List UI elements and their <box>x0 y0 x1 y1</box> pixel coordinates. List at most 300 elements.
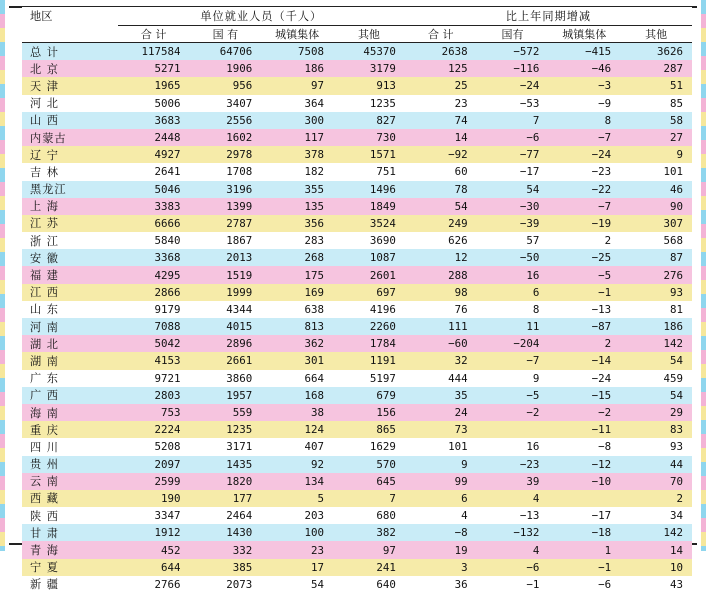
value-cell: 276 <box>620 266 692 283</box>
value-cell: 6 <box>477 284 549 301</box>
region-cell: 陕 西 <box>22 507 118 524</box>
value-cell: 1867 <box>189 232 261 249</box>
header-change-collective: 城镇集体 <box>548 26 620 43</box>
table-row <box>22 524 692 541</box>
value-cell: 169 <box>261 284 333 301</box>
value-cell: 4 <box>477 541 549 558</box>
value-cell: 142 <box>620 524 692 541</box>
value-cell: 32 <box>405 352 477 369</box>
left-decorative-stripe <box>0 0 5 551</box>
region-cell: 西 藏 <box>22 490 118 507</box>
value-cell: 2 <box>620 490 692 507</box>
region-cell: 江 西 <box>22 284 118 301</box>
value-cell: 4153 <box>118 352 190 369</box>
value-cell: 5197 <box>333 370 405 387</box>
value-cell: −5 <box>548 266 620 283</box>
value-cell: −17 <box>477 163 549 180</box>
value-cell: −1 <box>548 559 620 576</box>
region-cell: 黑龙江 <box>22 181 118 198</box>
value-cell: 364 <box>261 95 333 112</box>
value-cell: 9 <box>620 146 692 163</box>
value-cell: 4927 <box>118 146 190 163</box>
header-employed-total: 合 计 <box>118 26 190 43</box>
value-cell: −7 <box>548 198 620 215</box>
value-cell <box>548 490 620 507</box>
region-cell: 总 计 <box>22 43 118 61</box>
value-cell: 3171 <box>189 438 261 455</box>
value-cell: 2601 <box>333 266 405 283</box>
value-cell: 3 <box>405 559 477 576</box>
value-cell: 638 <box>261 301 333 318</box>
value-cell: 45370 <box>333 43 405 61</box>
value-cell: 1 <box>548 541 620 558</box>
value-cell: −19 <box>548 215 620 232</box>
value-cell: 2097 <box>118 456 190 473</box>
region-cell: 北 京 <box>22 60 118 77</box>
value-cell: 51 <box>620 77 692 94</box>
value-cell: 54 <box>620 352 692 369</box>
value-cell: 356 <box>261 215 333 232</box>
value-cell: 14 <box>405 129 477 146</box>
value-cell: −60 <box>405 335 477 352</box>
value-cell: 3626 <box>620 43 692 61</box>
value-cell: 570 <box>333 456 405 473</box>
header-region: 地区 <box>22 7 118 26</box>
region-cell: 重 庆 <box>22 421 118 438</box>
value-cell: 23 <box>261 541 333 558</box>
value-cell: −17 <box>548 507 620 524</box>
value-cell: 3683 <box>118 112 190 129</box>
region-cell: 福 建 <box>22 266 118 283</box>
header-region-blank <box>22 26 118 43</box>
value-cell: 679 <box>333 387 405 404</box>
value-cell: 74 <box>405 112 477 129</box>
value-cell: 5 <box>261 490 333 507</box>
value-cell: 78 <box>405 181 477 198</box>
region-cell: 广 东 <box>22 370 118 387</box>
table-row <box>22 387 692 404</box>
region-cell: 青 海 <box>22 541 118 558</box>
value-cell: 1496 <box>333 181 405 198</box>
value-cell: 168 <box>261 387 333 404</box>
value-cell: 43 <box>620 576 692 593</box>
value-cell: 3407 <box>189 95 261 112</box>
value-cell: 813 <box>261 318 333 335</box>
value-cell: 452 <box>118 541 190 558</box>
value-cell: −53 <box>477 95 549 112</box>
table-row <box>22 112 692 129</box>
value-cell: 3690 <box>333 232 405 249</box>
value-cell: 190 <box>118 490 190 507</box>
table-row <box>22 249 692 266</box>
value-cell: −415 <box>548 43 620 61</box>
value-cell: 378 <box>261 146 333 163</box>
value-cell: 1849 <box>333 198 405 215</box>
value-cell: 4196 <box>333 301 405 318</box>
value-cell: 9 <box>405 456 477 473</box>
header-group-change: 比上年同期增减 <box>405 7 692 26</box>
table-row <box>22 181 692 198</box>
value-cell: 44 <box>620 456 692 473</box>
value-cell: 135 <box>261 198 333 215</box>
value-cell: 4344 <box>189 301 261 318</box>
table-row <box>22 318 692 335</box>
region-cell: 湖 南 <box>22 352 118 369</box>
value-cell: 1087 <box>333 249 405 266</box>
value-cell: 177 <box>189 490 261 507</box>
value-cell: −24 <box>548 146 620 163</box>
value-cell: 93 <box>620 284 692 301</box>
region-cell: 新 疆 <box>22 576 118 593</box>
table-row <box>22 215 692 232</box>
value-cell: −11 <box>548 421 620 438</box>
region-cell: 河 南 <box>22 318 118 335</box>
value-cell: 3179 <box>333 60 405 77</box>
value-cell: 444 <box>405 370 477 387</box>
table-row <box>22 266 692 283</box>
value-cell: 2661 <box>189 352 261 369</box>
value-cell: 1708 <box>189 163 261 180</box>
value-cell: 9721 <box>118 370 190 387</box>
value-cell: 459 <box>620 370 692 387</box>
value-cell: −24 <box>477 77 549 94</box>
value-cell: 1965 <box>118 77 190 94</box>
value-cell: 2556 <box>189 112 261 129</box>
value-cell: 92 <box>261 456 333 473</box>
table-row <box>22 198 692 215</box>
header-employed-other: 其他 <box>333 26 405 43</box>
header-change-other: 其他 <box>620 26 692 43</box>
value-cell: 307 <box>620 215 692 232</box>
value-cell: 87 <box>620 249 692 266</box>
value-cell: −116 <box>477 60 549 77</box>
header-row-groups <box>22 7 692 26</box>
value-cell: 407 <box>261 438 333 455</box>
value-cell: 117 <box>261 129 333 146</box>
value-cell: −10 <box>548 473 620 490</box>
value-cell: 24 <box>405 404 477 421</box>
value-cell: 14 <box>620 541 692 558</box>
value-cell: 1906 <box>189 60 261 77</box>
value-cell: 956 <box>189 77 261 94</box>
value-cell: −50 <box>477 249 549 266</box>
value-cell: −22 <box>548 181 620 198</box>
value-cell: 36 <box>405 576 477 593</box>
value-cell: 2638 <box>405 43 477 61</box>
value-cell: 1235 <box>333 95 405 112</box>
value-cell: 76 <box>405 301 477 318</box>
value-cell: 2599 <box>118 473 190 490</box>
value-cell: 283 <box>261 232 333 249</box>
region-cell: 安 徽 <box>22 249 118 266</box>
value-cell: −46 <box>548 60 620 77</box>
region-cell: 湖 北 <box>22 335 118 352</box>
value-cell: 2224 <box>118 421 190 438</box>
value-cell: 16 <box>477 438 549 455</box>
value-cell: 203 <box>261 507 333 524</box>
value-cell: 2260 <box>333 318 405 335</box>
value-cell: 54 <box>620 387 692 404</box>
region-cell: 浙 江 <box>22 232 118 249</box>
value-cell: 83 <box>620 421 692 438</box>
region-cell: 四 川 <box>22 438 118 455</box>
table-row <box>22 232 692 249</box>
table-row <box>22 60 692 77</box>
value-cell: 93 <box>620 438 692 455</box>
value-cell: 2464 <box>189 507 261 524</box>
employment-table <box>22 7 692 593</box>
value-cell: −204 <box>477 335 549 352</box>
value-cell: −30 <box>477 198 549 215</box>
value-cell: 186 <box>620 318 692 335</box>
table-row <box>22 456 692 473</box>
value-cell: 64706 <box>189 43 261 61</box>
value-cell: 11 <box>477 318 549 335</box>
value-cell: 58 <box>620 112 692 129</box>
value-cell: −18 <box>548 524 620 541</box>
header-row-subcolumns <box>22 26 692 43</box>
value-cell: 645 <box>333 473 405 490</box>
value-cell: 1602 <box>189 129 261 146</box>
value-cell: 2896 <box>189 335 261 352</box>
table-row <box>22 559 692 576</box>
right-decorative-stripe <box>701 0 706 551</box>
value-cell: 23 <box>405 95 477 112</box>
value-cell: 697 <box>333 284 405 301</box>
value-cell: 753 <box>118 404 190 421</box>
value-cell: 25 <box>405 77 477 94</box>
value-cell: −25 <box>548 249 620 266</box>
value-cell: 125 <box>405 60 477 77</box>
value-cell: 60 <box>405 163 477 180</box>
region-cell: 上 海 <box>22 198 118 215</box>
value-cell: 101 <box>620 163 692 180</box>
value-cell: 249 <box>405 215 477 232</box>
value-cell: 3347 <box>118 507 190 524</box>
value-cell: 5046 <box>118 181 190 198</box>
value-cell: 2448 <box>118 129 190 146</box>
table-row <box>22 576 692 593</box>
value-cell: −572 <box>477 43 549 61</box>
value-cell: −132 <box>477 524 549 541</box>
value-cell: 5006 <box>118 95 190 112</box>
header-group-employed: 单位就业人员（千人） <box>118 7 405 26</box>
value-cell: −14 <box>548 352 620 369</box>
value-cell: 827 <box>333 112 405 129</box>
header-employed-state: 国 有 <box>189 26 261 43</box>
value-cell: 865 <box>333 421 405 438</box>
value-cell: 186 <box>261 60 333 77</box>
value-cell: −8 <box>405 524 477 541</box>
table-row <box>22 404 692 421</box>
value-cell: −13 <box>477 507 549 524</box>
table-row <box>22 146 692 163</box>
value-cell: 362 <box>261 335 333 352</box>
header-change-total: 合 计 <box>405 26 477 43</box>
table-row <box>22 95 692 112</box>
table-row <box>22 490 692 507</box>
value-cell: 54 <box>477 181 549 198</box>
table-row <box>22 421 692 438</box>
value-cell: 626 <box>405 232 477 249</box>
table-row <box>22 77 692 94</box>
value-cell: 332 <box>189 541 261 558</box>
value-cell: −8 <box>548 438 620 455</box>
value-cell: 664 <box>261 370 333 387</box>
value-cell: 6666 <box>118 215 190 232</box>
value-cell: 268 <box>261 249 333 266</box>
region-cell: 吉 林 <box>22 163 118 180</box>
value-cell: 10 <box>620 559 692 576</box>
value-cell: −15 <box>548 387 620 404</box>
region-cell: 辽 宁 <box>22 146 118 163</box>
value-cell: 7508 <box>261 43 333 61</box>
table-body <box>22 43 692 593</box>
value-cell: 70 <box>620 473 692 490</box>
value-cell: 287 <box>620 60 692 77</box>
value-cell: 1912 <box>118 524 190 541</box>
value-cell: −2 <box>548 404 620 421</box>
value-cell: 98 <box>405 284 477 301</box>
value-cell: 730 <box>333 129 405 146</box>
value-cell: 5042 <box>118 335 190 352</box>
table-row <box>22 352 692 369</box>
table-row <box>22 438 692 455</box>
value-cell: 34 <box>620 507 692 524</box>
value-cell: 2978 <box>189 146 261 163</box>
value-cell: 29 <box>620 404 692 421</box>
value-cell: 9 <box>477 370 549 387</box>
value-cell: 100 <box>261 524 333 541</box>
value-cell: 16 <box>477 266 549 283</box>
value-cell: 385 <box>189 559 261 576</box>
value-cell: 38 <box>261 404 333 421</box>
table-row <box>22 541 692 558</box>
value-cell: 751 <box>333 163 405 180</box>
value-cell: −6 <box>548 576 620 593</box>
value-cell: 1629 <box>333 438 405 455</box>
value-cell: −5 <box>477 387 549 404</box>
table-row <box>22 335 692 352</box>
value-cell: −6 <box>477 129 549 146</box>
value-cell: 355 <box>261 181 333 198</box>
table-row <box>22 507 692 524</box>
value-cell: −13 <box>548 301 620 318</box>
value-cell: 85 <box>620 95 692 112</box>
value-cell: −6 <box>477 559 549 576</box>
value-cell: −92 <box>405 146 477 163</box>
value-cell: 54 <box>261 576 333 593</box>
value-cell: 241 <box>333 559 405 576</box>
header-change-state: 国有 <box>477 26 549 43</box>
value-cell: 301 <box>261 352 333 369</box>
region-cell: 贵 州 <box>22 456 118 473</box>
value-cell: 54 <box>405 198 477 215</box>
region-cell: 云 南 <box>22 473 118 490</box>
region-cell: 广 西 <box>22 387 118 404</box>
value-cell: 1235 <box>189 421 261 438</box>
value-cell: 568 <box>620 232 692 249</box>
table-row <box>22 284 692 301</box>
value-cell: 6 <box>405 490 477 507</box>
value-cell: 1399 <box>189 198 261 215</box>
value-cell: 8 <box>548 112 620 129</box>
region-cell: 山 东 <box>22 301 118 318</box>
value-cell: 300 <box>261 112 333 129</box>
value-cell: 4015 <box>189 318 261 335</box>
value-cell: 27 <box>620 129 692 146</box>
value-cell: 39 <box>477 473 549 490</box>
value-cell: 46 <box>620 181 692 198</box>
value-cell: −7 <box>477 352 549 369</box>
value-cell: 1571 <box>333 146 405 163</box>
value-cell: 1430 <box>189 524 261 541</box>
value-cell: 3860 <box>189 370 261 387</box>
region-cell: 内蒙古 <box>22 129 118 146</box>
table-row <box>22 163 692 180</box>
value-cell: 2641 <box>118 163 190 180</box>
value-cell: −7 <box>548 129 620 146</box>
value-cell: −23 <box>477 456 549 473</box>
value-cell: 4 <box>477 490 549 507</box>
value-cell: 19 <box>405 541 477 558</box>
value-cell: 1999 <box>189 284 261 301</box>
value-cell: 4 <box>405 507 477 524</box>
value-cell: 73 <box>405 421 477 438</box>
region-cell: 宁 夏 <box>22 559 118 576</box>
value-cell: 2866 <box>118 284 190 301</box>
value-cell: 2073 <box>189 576 261 593</box>
value-cell: −77 <box>477 146 549 163</box>
value-cell: 2 <box>548 232 620 249</box>
value-cell: 12 <box>405 249 477 266</box>
value-cell: −87 <box>548 318 620 335</box>
value-cell: −39 <box>477 215 549 232</box>
value-cell: 382 <box>333 524 405 541</box>
region-cell: 海 南 <box>22 404 118 421</box>
table-row <box>22 473 692 490</box>
value-cell: 2013 <box>189 249 261 266</box>
value-cell: 7 <box>333 490 405 507</box>
value-cell: 1435 <box>189 456 261 473</box>
value-cell: 124 <box>261 421 333 438</box>
region-cell: 甘 肃 <box>22 524 118 541</box>
value-cell: 81 <box>620 301 692 318</box>
value-cell: 2766 <box>118 576 190 593</box>
region-cell: 天 津 <box>22 77 118 94</box>
value-cell: 3368 <box>118 249 190 266</box>
value-cell: 156 <box>333 404 405 421</box>
value-cell: −12 <box>548 456 620 473</box>
value-cell: 97 <box>261 77 333 94</box>
value-cell: 5840 <box>118 232 190 249</box>
value-cell: −1 <box>477 576 549 593</box>
value-cell: 559 <box>189 404 261 421</box>
table-row <box>22 43 692 61</box>
value-cell: 4295 <box>118 266 190 283</box>
value-cell: 913 <box>333 77 405 94</box>
value-cell: 97 <box>333 541 405 558</box>
value-cell: −24 <box>548 370 620 387</box>
value-cell: −3 <box>548 77 620 94</box>
table-row <box>22 129 692 146</box>
table-row <box>22 301 692 318</box>
value-cell: 640 <box>333 576 405 593</box>
value-cell: 5208 <box>118 438 190 455</box>
value-cell: 35 <box>405 387 477 404</box>
value-cell: 134 <box>261 473 333 490</box>
value-cell: 2787 <box>189 215 261 232</box>
